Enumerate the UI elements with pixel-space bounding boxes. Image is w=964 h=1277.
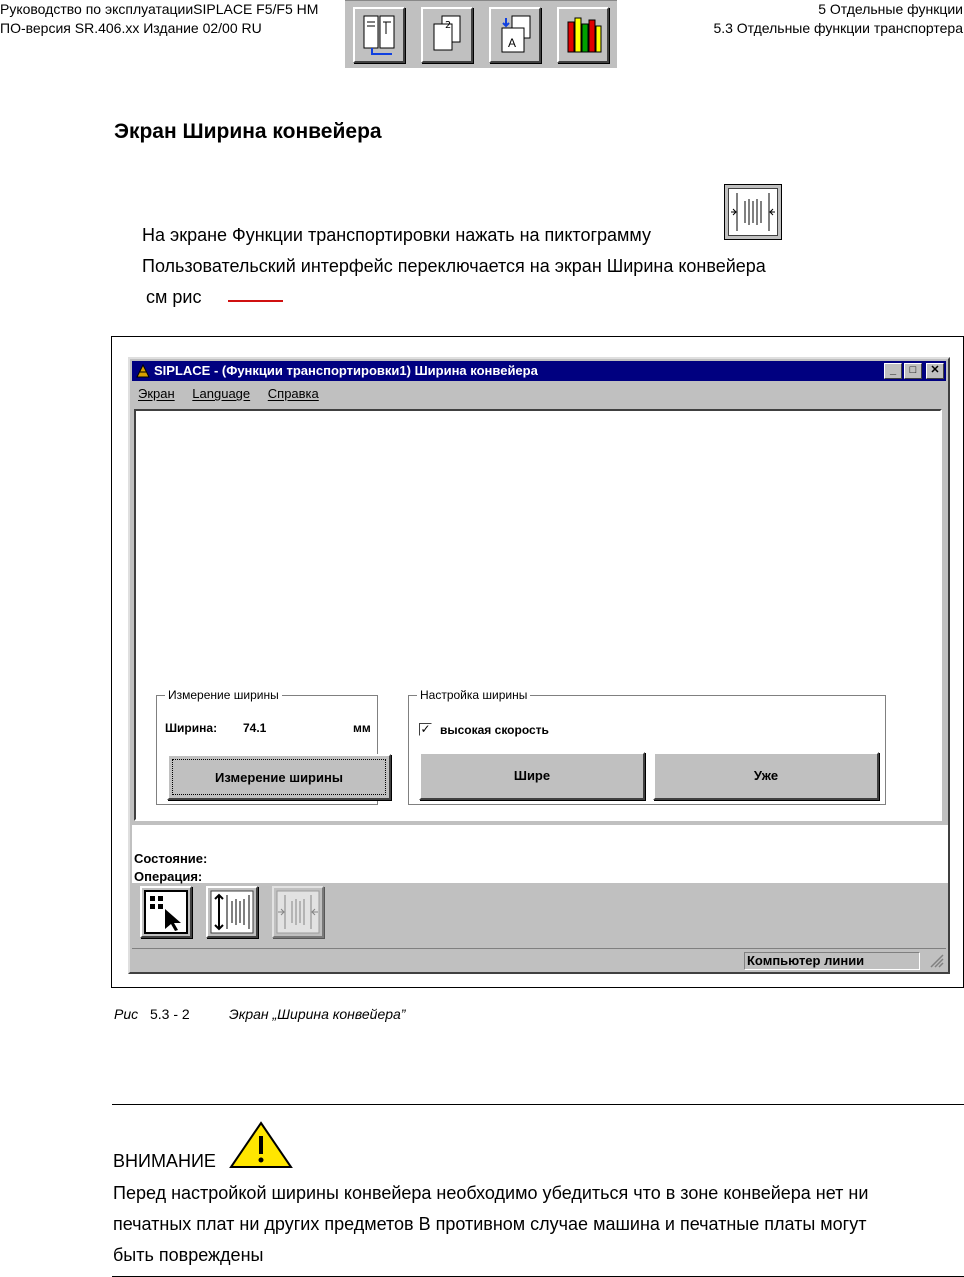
contents-button[interactable] (353, 7, 405, 63)
warning-icon (228, 1120, 294, 1170)
conveyor-width-icon (729, 189, 777, 235)
high-speed-checkbox[interactable] (419, 723, 432, 736)
status-label: Состояние: (134, 851, 208, 866)
conveyor-width-icon (275, 889, 321, 935)
content-panel (134, 409, 942, 821)
doc-header-left (0, 0, 318, 38)
warning-line-2: печатных плат ни других предметов В противном случае машина и печатные платы могут (113, 1214, 867, 1234)
window-titlebar[interactable] (132, 361, 946, 381)
high-speed-label: высокая скорость (440, 723, 549, 737)
operation-label: Операция: (134, 869, 203, 884)
menu-bar (138, 385, 333, 403)
app-window (128, 357, 950, 974)
conveyor-width-pictogram (724, 184, 782, 240)
svg-text:A: A (508, 36, 517, 50)
close-button[interactable] (926, 363, 944, 379)
adjust-conveyor-tool-button[interactable] (206, 886, 258, 938)
menu-language[interactable]: Language (192, 386, 251, 401)
figure-frame (111, 336, 964, 988)
resize-grip-icon[interactable] (930, 954, 944, 968)
status-bar (132, 948, 946, 970)
measure-width-group (156, 688, 378, 805)
width-value: 74.1 (243, 721, 267, 735)
warning-title: ВНИМАНИЕ (113, 1151, 216, 1171)
pages-icon (430, 14, 466, 58)
figure-link[interactable] (228, 300, 283, 302)
checkmark-icon: ✓ (420, 722, 431, 736)
select-cursor-icon (143, 889, 189, 935)
software-version: ПО-версия SR.406.xx Издание 02/00 RU (0, 20, 262, 36)
contents-icon (362, 14, 398, 58)
subchapter-title: 5.3 Отдельные функции транспортера (713, 20, 963, 36)
warning-line-3: быть повреждены (113, 1245, 264, 1265)
narrower-button[interactable]: Уже (653, 752, 879, 800)
measure-width-button[interactable] (167, 754, 391, 800)
maximize-icon: □ (909, 364, 917, 376)
figure-reference: см рис (146, 287, 202, 307)
warning-line-1: Перед настройкой ширины конвейера необходимо убедиться что в зоне конвейера нет ни (113, 1183, 869, 1203)
menu-screen[interactable]: Экран (138, 386, 175, 401)
instruction-line-1: На экране Функции транспортировки нажать на пиктограмму (142, 225, 652, 245)
index-icon (498, 14, 534, 58)
status-area (132, 825, 948, 883)
measure-group-legend: Измерение ширины (165, 687, 282, 703)
line-computer-field: Компьютер линии (744, 952, 920, 970)
pages-button[interactable] (421, 7, 473, 63)
close-icon: ✕ (930, 364, 940, 376)
library-button[interactable] (557, 7, 609, 63)
measure-width-button-label: Измерение ширины (215, 770, 343, 785)
menu-help[interactable]: Справка (267, 386, 319, 401)
wider-button[interactable]: Шире (419, 752, 645, 800)
section-title: Экран Ширина конвейера (114, 120, 382, 143)
width-label: Ширина: (165, 721, 218, 735)
index-button[interactable] (489, 7, 541, 63)
warning-top-rule (112, 1104, 964, 1105)
help-toolbar (345, 0, 617, 68)
adjust-group-legend: Настройка ширины (417, 687, 530, 703)
caption-number: 5.3 - 2 (150, 1006, 190, 1022)
maximize-button[interactable] (904, 363, 922, 379)
adjust-width-group (408, 688, 886, 805)
svg-text:2: 2 (445, 20, 452, 31)
window-title: SIPLACE - (Функции транспортировки1) Ширина конвейера (154, 363, 538, 378)
caption-prefix: Рис (114, 1006, 139, 1022)
manual-title: Руководство по эксплуатацииSIPLACE F5/F5 HM (0, 1, 319, 17)
minimize-button[interactable] (884, 363, 902, 379)
instruction-line-2: Пользовательский интерфейс переключается на экран Ширина конвейера (142, 256, 766, 276)
minimize-icon: _ (889, 364, 897, 376)
caption-text: Экран „Ширина конвейера” (229, 1006, 406, 1022)
adjust-conveyor-icon (209, 889, 255, 935)
siplace-app-icon (135, 363, 151, 379)
select-tool-button[interactable] (140, 886, 192, 938)
doc-header-right (713, 0, 963, 38)
width-unit: мм (353, 721, 371, 735)
conveyor-width-tool-button[interactable] (272, 886, 324, 938)
books-icon (566, 14, 602, 58)
chapter-title: 5 Отдельные функции (818, 1, 963, 17)
